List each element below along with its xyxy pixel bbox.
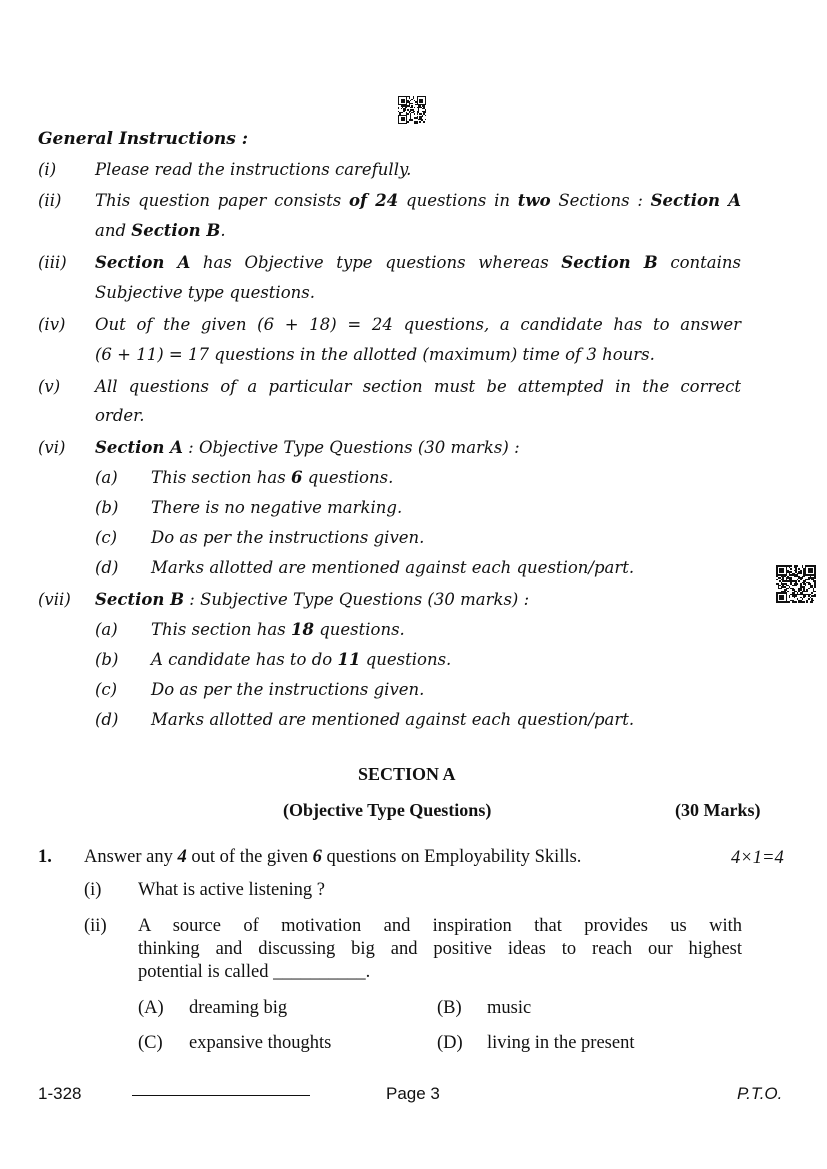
option-label: (C) bbox=[138, 1033, 163, 1053]
qr-code-side bbox=[776, 565, 816, 603]
section-subtitle: (Objective Type Questions) bbox=[283, 800, 492, 820]
sub-number: (b) bbox=[95, 650, 119, 669]
section-marks: (30 Marks) bbox=[675, 800, 761, 820]
option-label: (A) bbox=[138, 998, 164, 1018]
sub-number: (c) bbox=[95, 528, 118, 547]
section-a-rule: Section A : Objective Type Questions (30 marks) : bbox=[95, 438, 520, 457]
page-number: Page 3 bbox=[386, 1084, 440, 1103]
sub-number: (a) bbox=[95, 620, 118, 639]
section-b-rule: Section B : Subjective Type Questions (30 marks) : bbox=[95, 590, 530, 609]
footer-rule bbox=[132, 1095, 310, 1096]
sub-number: (d) bbox=[95, 710, 119, 729]
part-text-line: potential is called __________. bbox=[138, 962, 371, 982]
sub-text: Marks allotted are mentioned against each question/part. bbox=[151, 558, 635, 577]
instruction-number: (i) bbox=[38, 160, 57, 179]
sub-text: Do as per the instructions given. bbox=[151, 528, 425, 547]
instruction-number: (vi) bbox=[38, 438, 66, 457]
sub-number: (d) bbox=[95, 558, 119, 577]
sub-text: There is no negative marking. bbox=[151, 498, 403, 517]
instruction-text: This question paper consists of 24 questions in two Sections : Section A bbox=[95, 191, 741, 210]
part-text-line: A source of motivation and inspiration that provides us with bbox=[138, 916, 742, 936]
sub-text: This section has 18 questions. bbox=[151, 620, 405, 639]
instruction-number: (iv) bbox=[38, 315, 66, 334]
part-text: What is active listening ? bbox=[138, 880, 325, 900]
instruction-number: (v) bbox=[38, 377, 61, 396]
sub-text: This section has 6 questions. bbox=[151, 468, 394, 487]
sub-number: (b) bbox=[95, 498, 119, 517]
answer-blank: __________ bbox=[273, 962, 366, 982]
instruction-number: (vii) bbox=[38, 590, 71, 609]
option-text: expansive thoughts bbox=[189, 1033, 332, 1053]
sub-text: Marks allotted are mentioned against each question/part. bbox=[151, 710, 635, 729]
sub-number: (a) bbox=[95, 468, 118, 487]
option-text: living in the present bbox=[487, 1033, 635, 1053]
instruction-number: (iii) bbox=[38, 253, 67, 272]
instruction-text: All questions of a particular section must be attempted in the correct bbox=[95, 377, 741, 396]
instruction-text: Subjective type questions. bbox=[95, 283, 315, 302]
instruction-text: Out of the given (6 + 18) = 24 questions, a candidate has to answer bbox=[95, 315, 741, 334]
question-marks: 4×1=4 bbox=[731, 848, 784, 868]
question-text: Answer any 4 out of the given 6 questions on Employability Skills. bbox=[84, 847, 582, 867]
option-label: (B) bbox=[437, 998, 462, 1018]
part-text-line: thinking and discussing big and positive ideas to reach our highest bbox=[138, 939, 742, 959]
question-number: 1. bbox=[38, 847, 52, 867]
option-label: (D) bbox=[437, 1033, 463, 1053]
instruction-text: order. bbox=[95, 406, 145, 425]
instruction-text: Section A has Objective type questions whereas Section B contains bbox=[95, 253, 742, 272]
option-text: music bbox=[487, 998, 532, 1018]
section-title: SECTION A bbox=[358, 764, 456, 784]
part-number: (i) bbox=[84, 880, 102, 900]
option-text: dreaming big bbox=[189, 998, 288, 1018]
instruction-number: (ii) bbox=[38, 191, 62, 210]
part-number: (ii) bbox=[84, 916, 107, 936]
sub-text: A candidate has to do 11 questions. bbox=[151, 650, 452, 669]
sub-text: Do as per the instructions given. bbox=[151, 680, 425, 699]
instruction-text: (6 + 11) = 17 questions in the allotted (maximum) time of 3 hours. bbox=[95, 345, 655, 364]
instruction-text: and Section B. bbox=[95, 221, 226, 240]
instruction-text: Please read the instructions carefully. bbox=[95, 160, 412, 179]
paper-code: 1-328 bbox=[38, 1084, 82, 1103]
qr-code-top bbox=[398, 96, 426, 124]
general-instructions-heading: General Instructions : bbox=[38, 129, 249, 149]
pto-label: P.T.O. bbox=[737, 1084, 783, 1103]
sub-number: (c) bbox=[95, 680, 118, 699]
